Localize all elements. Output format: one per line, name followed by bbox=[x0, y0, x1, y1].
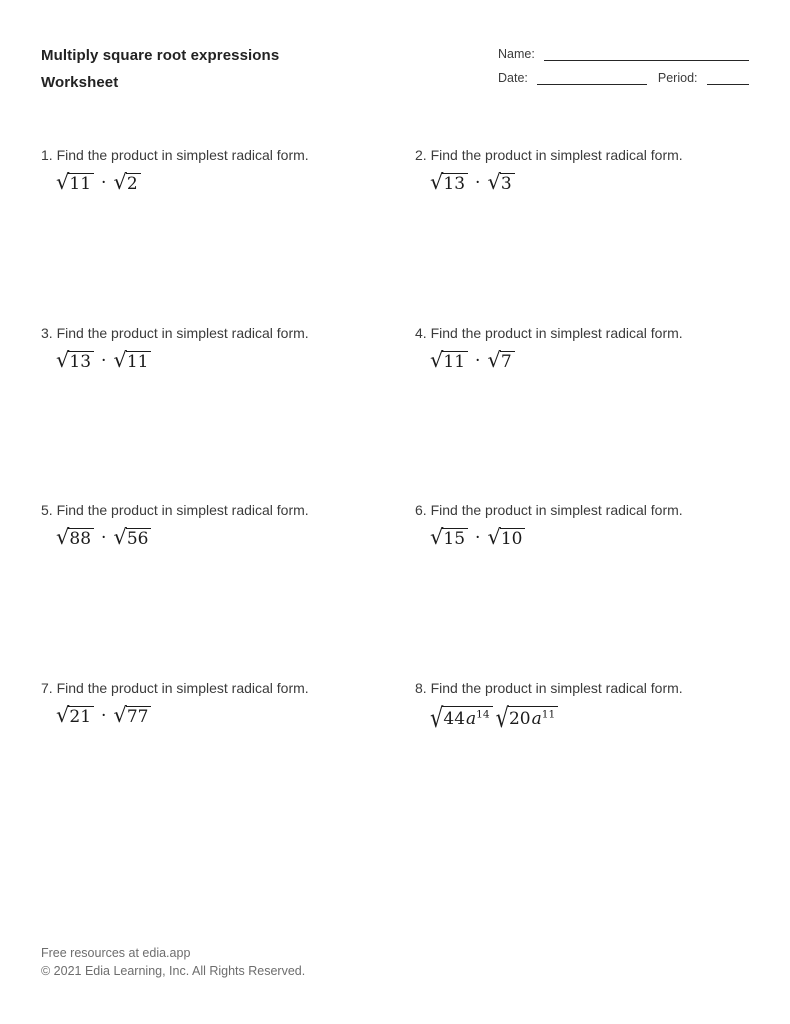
multiplication-dot: · bbox=[101, 350, 107, 371]
radicand: 15 bbox=[442, 528, 468, 549]
radicand: 7 bbox=[500, 351, 515, 372]
period-label: Period: bbox=[657, 71, 698, 85]
problem-1 bbox=[41, 146, 415, 324]
problem-5-prompt bbox=[41, 501, 415, 520]
worksheet-title bbox=[41, 42, 279, 96]
radical-symbol: √ bbox=[487, 525, 501, 549]
problem-2-number: 2. bbox=[415, 147, 427, 163]
problem-4-prompt bbox=[415, 324, 749, 343]
radical-symbol: √ bbox=[113, 347, 127, 372]
sqrt-expression bbox=[495, 701, 559, 733]
problem-7-expression bbox=[56, 702, 415, 727]
worksheet-title-line2: Worksheet bbox=[41, 74, 119, 91]
sqrt-expression bbox=[56, 347, 94, 372]
problem-2-prompt-text: Find the product in simplest radical form. bbox=[430, 147, 683, 163]
sqrt-expression bbox=[487, 347, 514, 372]
radicand: 10 bbox=[500, 528, 526, 549]
multiplication-dot: · bbox=[101, 705, 107, 726]
name-blank-line bbox=[544, 59, 749, 61]
sqrt-expression bbox=[430, 701, 493, 733]
radical-symbol: √ bbox=[56, 702, 70, 727]
radical-symbol: √ bbox=[495, 701, 509, 733]
radical-symbol: √ bbox=[487, 170, 501, 194]
problem-5-prompt-text: Find the product in simplest radical form. bbox=[56, 502, 309, 518]
sqrt-expression bbox=[487, 525, 525, 549]
multiplication-dot: · bbox=[475, 173, 481, 193]
sqrt-expression bbox=[113, 347, 151, 372]
problem-7-prompt-text: Find the product in simplest radical form. bbox=[56, 679, 309, 696]
radicand: 2 bbox=[126, 173, 141, 194]
date-period-field-row bbox=[498, 69, 749, 86]
problem-8-prompt-text: Find the product in simplest radical form. bbox=[430, 679, 683, 696]
radical-symbol: √ bbox=[430, 701, 444, 733]
problem-4 bbox=[415, 324, 749, 502]
sqrt-expression bbox=[113, 525, 151, 549]
problem-7-number: 7. bbox=[41, 679, 53, 696]
problem-3-expression bbox=[56, 347, 415, 372]
footer bbox=[41, 944, 305, 980]
problem-8 bbox=[415, 679, 749, 857]
footer-copyright-line: © 2021 Edia Learning, Inc. All Rights Reserved. bbox=[41, 964, 306, 978]
radical-symbol: √ bbox=[113, 170, 127, 194]
variable: a bbox=[531, 708, 542, 729]
problem-4-number: 4. bbox=[415, 324, 427, 341]
radical-symbol: √ bbox=[56, 170, 70, 194]
radical-symbol: √ bbox=[56, 347, 70, 372]
variable: a bbox=[466, 708, 477, 729]
problem-5-number: 5. bbox=[41, 502, 53, 518]
radical-symbol: √ bbox=[56, 525, 70, 549]
radicand: 88 bbox=[68, 528, 94, 549]
problem-6-prompt-text: Find the product in simplest radical form. bbox=[430, 502, 683, 518]
problem-6 bbox=[415, 501, 749, 679]
radicand: $44a^{14}$ bbox=[442, 706, 492, 729]
problem-5 bbox=[41, 501, 415, 679]
header-fields bbox=[498, 45, 749, 93]
radicand: 11 bbox=[126, 351, 152, 372]
radical-symbol: √ bbox=[113, 702, 127, 727]
problem-6-expression bbox=[430, 525, 749, 549]
radicand: $20a^{11}$ bbox=[508, 706, 558, 729]
radicand: 11 bbox=[442, 351, 468, 372]
worksheet-title-line1: Multiply square root expressions bbox=[41, 47, 280, 64]
problem-4-expression bbox=[430, 347, 749, 372]
problem-8-number: 8. bbox=[415, 679, 427, 696]
sqrt-expression bbox=[430, 347, 468, 372]
problems-grid bbox=[41, 146, 749, 856]
problem-4-prompt-text: Find the product in simplest radical form. bbox=[430, 324, 683, 341]
multiplication-dot: · bbox=[475, 528, 481, 548]
problem-1-prompt-text: Find the product in simplest radical form. bbox=[56, 147, 309, 163]
sqrt-expression bbox=[113, 170, 140, 194]
name-label: Name: bbox=[498, 47, 535, 61]
problem-2-prompt bbox=[415, 146, 749, 165]
problem-3-prompt-text: Find the product in simplest radical form. bbox=[56, 324, 309, 341]
radical-symbol: √ bbox=[430, 347, 444, 372]
problem-2-expression bbox=[430, 170, 749, 194]
sqrt-expression bbox=[113, 702, 151, 727]
period-blank-line bbox=[707, 83, 750, 85]
exponent: 11 bbox=[541, 707, 556, 720]
radical-symbol: √ bbox=[430, 170, 444, 194]
radical-symbol: √ bbox=[430, 525, 444, 549]
problem-1-prompt bbox=[41, 146, 415, 165]
problem-3 bbox=[41, 324, 415, 502]
problem-1-number: 1. bbox=[41, 147, 53, 163]
radicand: 13 bbox=[68, 351, 94, 372]
problem-5-expression bbox=[56, 525, 415, 549]
problem-8-expression bbox=[430, 701, 749, 733]
sqrt-expression bbox=[430, 170, 468, 194]
sqrt-expression bbox=[56, 170, 94, 194]
date-blank-line bbox=[537, 83, 647, 85]
date-label: Date: bbox=[498, 71, 528, 85]
problem-3-prompt bbox=[41, 324, 415, 343]
name-field-row bbox=[498, 45, 749, 62]
problem-2 bbox=[415, 146, 749, 324]
radical-symbol: √ bbox=[487, 347, 501, 372]
problem-1-expression bbox=[56, 170, 415, 194]
radicand: 56 bbox=[126, 528, 152, 549]
radical-symbol: √ bbox=[113, 525, 127, 549]
radicand: 77 bbox=[126, 706, 152, 727]
radicand: 3 bbox=[500, 173, 515, 194]
sqrt-expression bbox=[56, 702, 94, 727]
multiplication-dot: · bbox=[101, 528, 107, 548]
sqrt-expression bbox=[487, 170, 514, 194]
problem-7 bbox=[41, 679, 415, 857]
sqrt-expression bbox=[430, 525, 468, 549]
problem-8-prompt bbox=[415, 679, 749, 698]
problem-6-prompt bbox=[415, 501, 749, 520]
footer-resources-line: Free resources at edia.app bbox=[41, 946, 191, 960]
multiplication-dot: · bbox=[475, 350, 481, 371]
problem-7-prompt bbox=[41, 679, 415, 698]
problem-3-number: 3. bbox=[41, 324, 53, 341]
problem-6-number: 6. bbox=[415, 502, 427, 518]
multiplication-dot: · bbox=[101, 173, 107, 193]
exponent: 14 bbox=[476, 707, 490, 720]
sqrt-expression bbox=[56, 525, 94, 549]
radicand: 13 bbox=[442, 173, 468, 194]
radicand: 21 bbox=[68, 706, 94, 727]
radicand: 11 bbox=[68, 173, 94, 194]
